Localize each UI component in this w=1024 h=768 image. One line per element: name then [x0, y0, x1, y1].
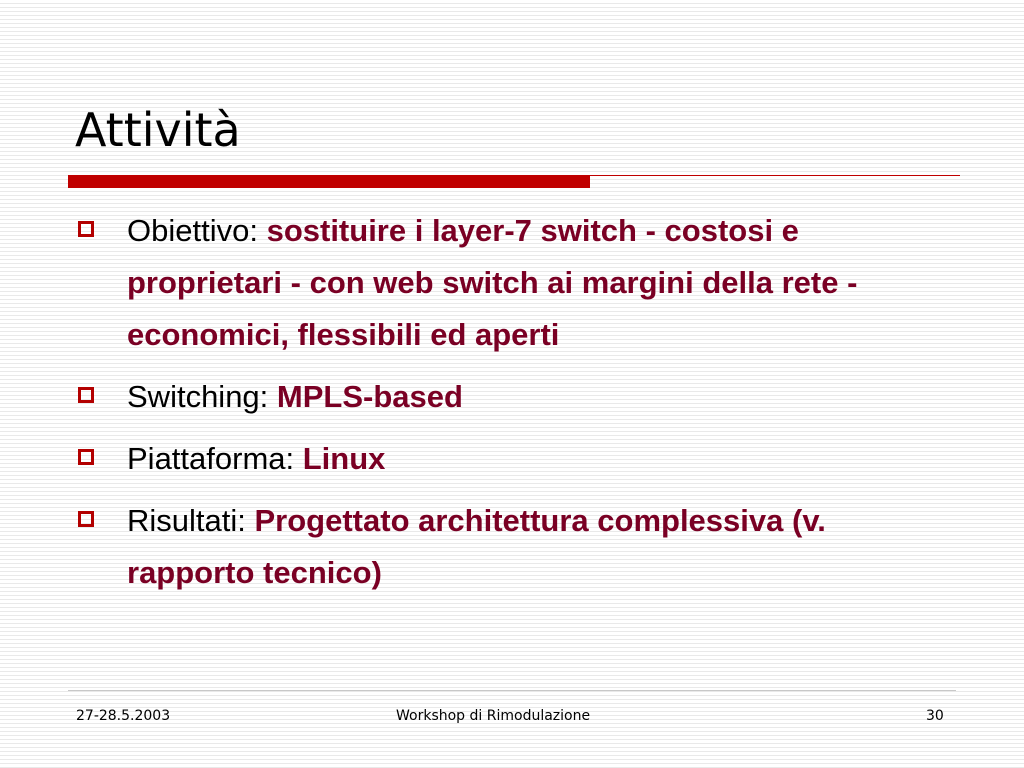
title-underline-thick: [68, 176, 590, 188]
bullet-item-switching: [78, 371, 958, 423]
bullet-value: MPLS-based: [276, 379, 463, 414]
hollow-square-bullet-icon: [78, 387, 94, 403]
bullet-value: sostituire i layer-7 switch - costosi e proprietari - con web switch ai margini della rete - economici, flessibili ed aperti: [127, 213, 858, 352]
hollow-square-bullet-icon: [78, 449, 94, 465]
footer-page-number: 30: [926, 708, 944, 724]
bullet-label: Obiettivo:: [127, 213, 258, 248]
bullet-item-obiettivo: [78, 205, 958, 361]
footer-date: 27-28.5.2003: [76, 708, 171, 724]
slide-title: Attività: [75, 103, 241, 157]
bullet-label: Piattaforma:: [127, 441, 295, 476]
bullet-value: Linux: [302, 441, 386, 476]
bullet-label: Risultati:: [127, 503, 246, 538]
hollow-square-bullet-icon: [78, 221, 94, 237]
bullet-value: Progettato architettura complessiva (v. rapporto tecnico): [127, 503, 826, 590]
bullet-label: Switching:: [127, 379, 269, 414]
bullet-item-piattaforma: [78, 433, 958, 485]
footer-divider: [68, 690, 956, 691]
bullet-item-risultati: [78, 495, 958, 599]
bullet-list: [78, 205, 958, 609]
hollow-square-bullet-icon: [78, 511, 94, 527]
footer-title: Workshop di Rimodulazione: [396, 708, 591, 724]
